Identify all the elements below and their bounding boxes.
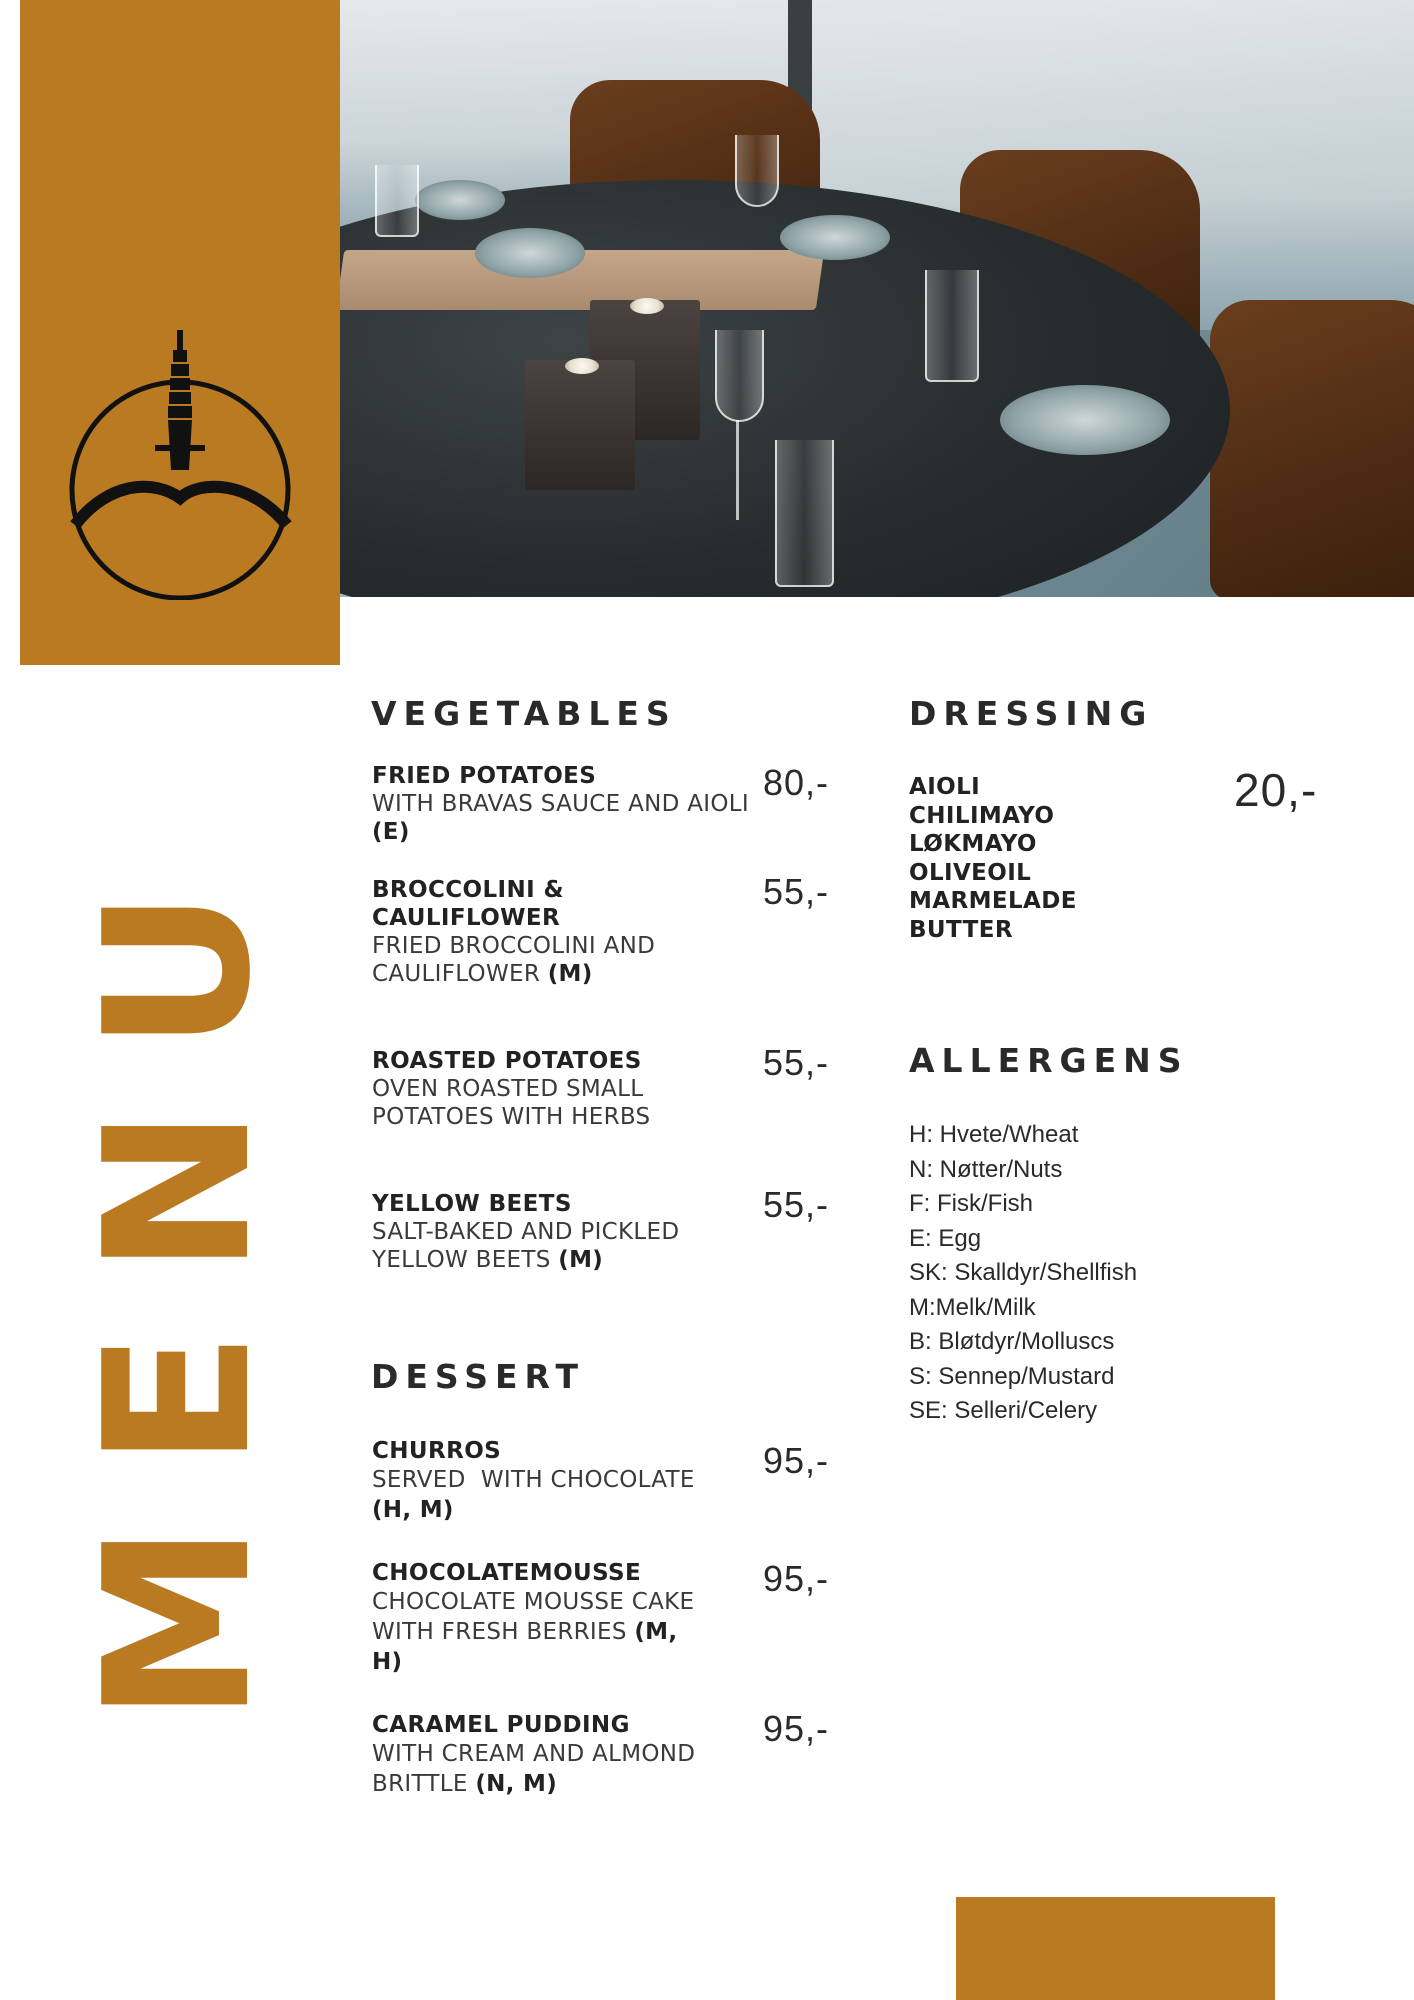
wine-glass	[715, 330, 764, 422]
item-name: ROASTED POTATOES	[372, 1048, 642, 1074]
menu-item-yellow-beets	[372, 1190, 752, 1274]
item-price: 55,-	[763, 1184, 830, 1225]
allergen-item: B: Bløtdyr/Molluscs	[909, 1328, 1115, 1355]
plate	[415, 180, 505, 220]
dressing-item: MARMELADE	[909, 888, 1077, 914]
menu-item-chocolatemousse	[372, 1559, 702, 1677]
allergen-tag: (M, H)	[372, 1619, 678, 1675]
glass-stem	[736, 420, 739, 520]
allergen-item: SK: Skalldyr/Shellfish	[909, 1259, 1138, 1286]
allergens-heading: ALLERGENS	[909, 1041, 1189, 1080]
allergen-tag: (M)	[547, 961, 593, 987]
allergen-list	[909, 1118, 1137, 1429]
allergen-item: N: Nøtter/Nuts	[909, 1155, 1063, 1183]
plate	[475, 228, 585, 278]
decorative-block	[956, 1897, 1275, 2000]
allergen-item: F: Fisk/Fish	[909, 1190, 1033, 1217]
dressing-item: AIOLI	[909, 774, 981, 800]
candle	[630, 298, 664, 314]
wine-glass	[735, 135, 779, 207]
water-glass	[375, 165, 419, 237]
item-price: 80,-	[763, 762, 830, 803]
item-description: FRIED BROCCOLINI AND CAULIFLOWER (M)	[372, 933, 656, 987]
allergen-item: H: Hvete/Wheat	[909, 1121, 1079, 1148]
plate	[780, 215, 890, 260]
menu-item-roasted-potatoes	[372, 1047, 752, 1131]
dressing-item: CHILIMAYO	[909, 802, 1055, 829]
item-price: 95,-	[763, 1558, 830, 1599]
allergen-tag: (M)	[558, 1247, 604, 1273]
item-price: 55,-	[763, 1042, 830, 1083]
item-price: 95,-	[763, 1440, 830, 1481]
dressing-item: LØKMAYO	[909, 831, 1037, 857]
item-description: WITH BRAVAS SAUCE AND AIOLI (E)	[372, 791, 749, 845]
allergen-tag: (H, M)	[372, 1497, 454, 1523]
dressing-item: BUTTER	[909, 916, 1013, 943]
chair	[1210, 300, 1414, 597]
menu-item-fried-potatoes	[372, 762, 752, 846]
dressing-list	[909, 773, 1077, 944]
allergen-tag: (N, M)	[475, 1771, 558, 1797]
item-description: SALT-BAKED AND PICKLED YELLOW BEETS (M)	[372, 1219, 680, 1273]
item-name: CHOCOLATEMOUSSE	[372, 1560, 642, 1586]
candle	[565, 358, 599, 374]
item-name: CAULIFLOWER	[372, 905, 561, 931]
dessert-heading: DESSERT	[371, 1357, 585, 1396]
logo-icon	[65, 330, 295, 600]
candle-holder	[525, 360, 635, 490]
allergen-item: SE: Selleri/Celery	[909, 1397, 1098, 1424]
hero-photo	[340, 0, 1414, 597]
dressing-price: 20,-	[1234, 764, 1318, 816]
item-description: CHOCOLATE MOUSSE CAKE WITH FRESH BERRIES (M, H)	[372, 1589, 695, 1675]
menu-item-caramel-pudding	[372, 1711, 732, 1799]
item-price: 95,-	[763, 1708, 830, 1749]
allergen-item: E: Egg	[909, 1224, 982, 1252]
menu-title: MENU	[62, 833, 295, 1723]
item-name: BROCCOLINI &	[372, 877, 564, 903]
item-price: 55,-	[763, 871, 830, 912]
dressing-item: OLIVEOIL	[909, 859, 1032, 886]
item-name: CHURROS	[372, 1438, 502, 1464]
allergen-item: S: Sennep/Mustard	[909, 1362, 1115, 1390]
menu-item-broccolini	[372, 876, 752, 988]
item-name: CARAMEL PUDDING	[372, 1712, 630, 1738]
item-description: SERVED WITH CHOCOLATE (H, M)	[372, 1467, 695, 1523]
menu-item-churros	[372, 1437, 732, 1525]
item-name: FRIED POTATOES	[372, 763, 597, 789]
allergen-item: M:Melk/Milk	[909, 1293, 1036, 1321]
item-description: OVEN ROASTED SMALL POTATOES WITH HERBS	[372, 1076, 651, 1130]
allergen-tag: (E)	[372, 819, 410, 845]
water-glass	[775, 440, 834, 587]
dressing-heading: DRESSING	[909, 694, 1154, 733]
item-description: WITH CREAM AND ALMOND BRITTLE (N, M)	[372, 1741, 696, 1797]
water-glass	[925, 270, 979, 382]
item-name: YELLOW BEETS	[372, 1191, 572, 1217]
vegetables-heading: VEGETABLES	[371, 694, 677, 733]
plate	[1000, 385, 1170, 455]
